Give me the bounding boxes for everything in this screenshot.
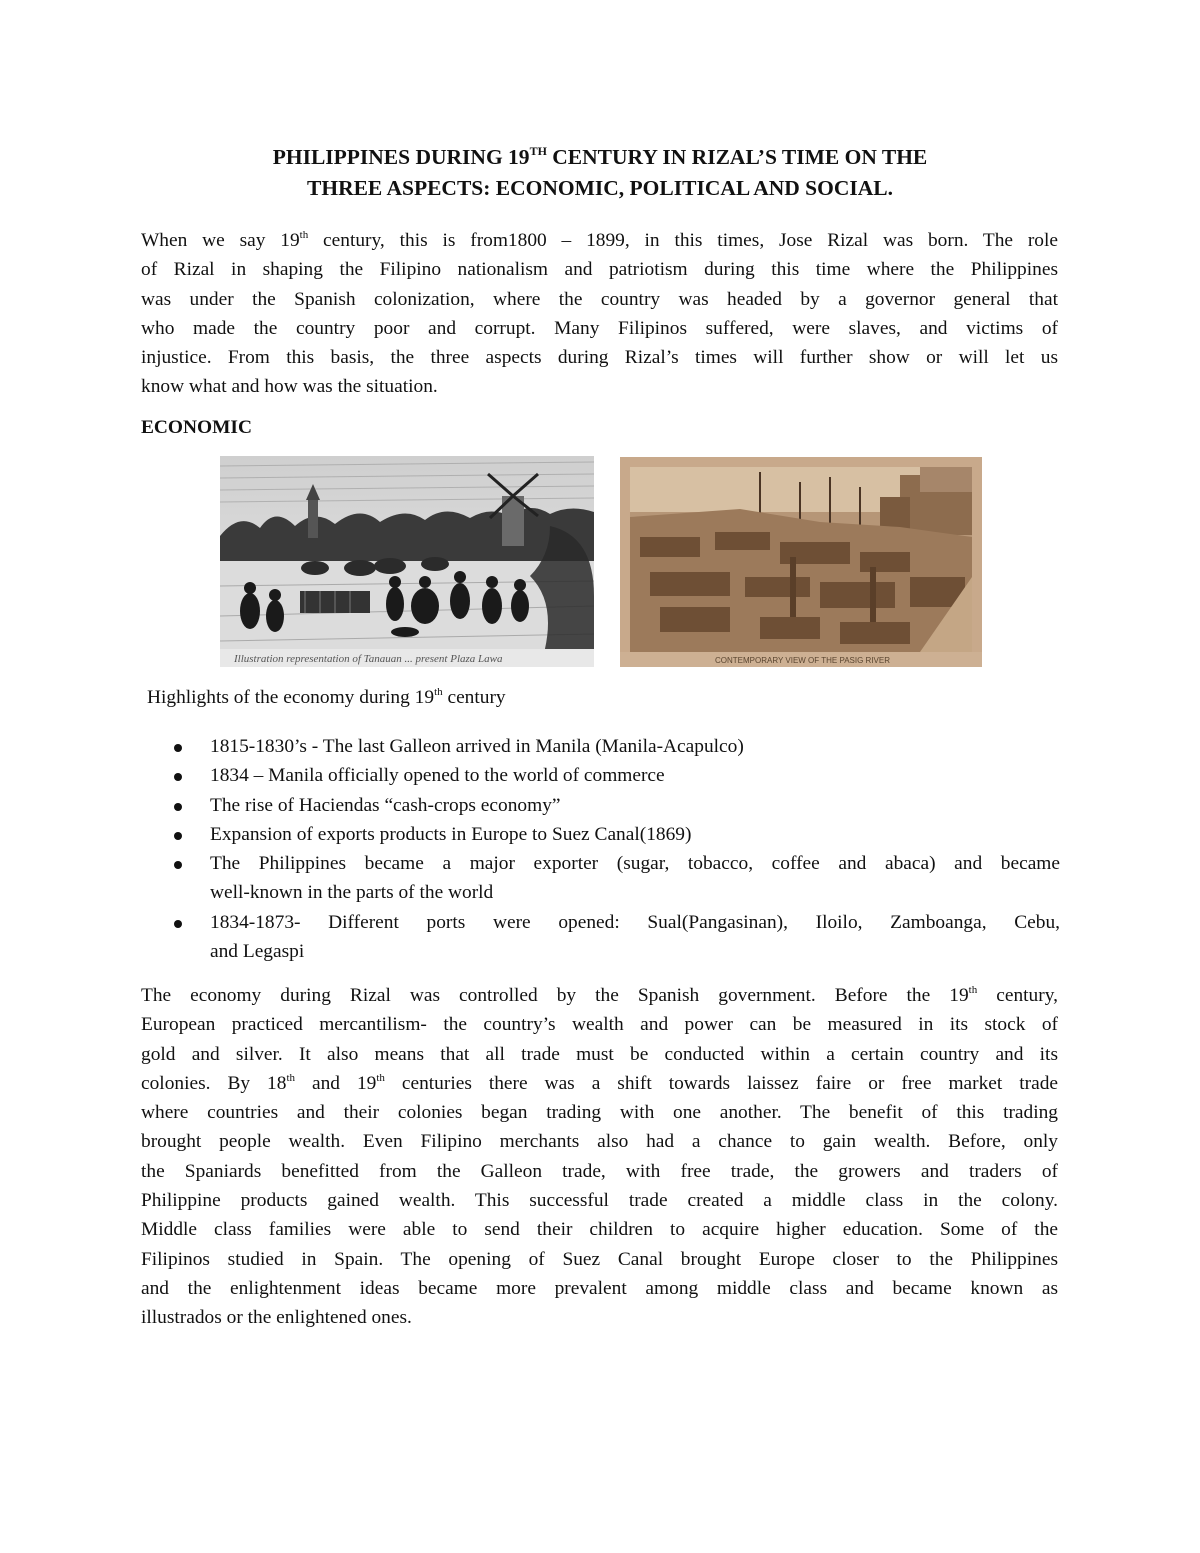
highlights-intro: Highlights of the economy during 19th century [147,686,506,708]
list-item: The Philippines became a major exporter (sugar, tobacco, coffee and abaca) and became well-known in the parts of the world [172,849,1060,908]
sketch-illustration-image [220,456,594,667]
title-line-1: PHILIPPINES DURING 19TH CENTURY IN RIZAL’S TIME ON THE [272,144,928,169]
bullet-icon [174,920,182,928]
sepia-photo-image [620,457,982,667]
bullet-icon [174,803,182,811]
bullet-icon [174,832,182,840]
bullet-icon [174,773,182,781]
list-item: The rise of Haciendas “cash-crops economy” [172,791,1060,820]
economy-paragraph: The economy during Rizal was controlled by the Spanish government. Before the 19th century, European practiced mercantilism- the country’s wealth and power can be measured in its stock of gold and silver. It also means that all trade must be conducted within a certain country and its colonies. By 18th and 19th centuries there was a shift towards laissez faire or free market trade where countries and their colonies began trading with one another. The benefit of this trading brought people wealth. Even Filipino merchants also had a chance to gain wealth. Before, only the Spaniards benefitted from the Galleon trade, with free trade, the growers and traders of Philippine products gained wealth. This successful trade created a middle class in the colony. Middle class families were able to send their children to acquire higher education. Some of the Filipinos studied in Spain. The opening of Suez Canal brought Europe closer to the Philippines and the enlightenment ideas became more prevalent among middle class and became known as illustrados or the enlightened ones. [141,984,1059,1329]
list-item: 1834-1873- Different ports were opened: Sual(Pangasinan), Iloilo, Zamboanga, Cebu, and Legaspi [172,908,1060,967]
list-item: 1815-1830’s - The last Galleon arrived in Manila (Manila-Acapulco) [172,732,1060,761]
economic-heading: ECONOMIC [141,417,252,438]
intro-paragraph: When we say 19th century, this is from1800 – 1899, in this times, Jose Rizal was born. The role of Rizal in shaping the Filipino nationalism and patriotism during this time where the Philippines was under the Spanish colonization, where the country was headed by a governor general that who made the country poor and corrupt. Many Filipinos suffered, were slaves, and victims of injustice. From this basis, the three aspects during Rizal’s times will further show or will let us know what and how was the situation. [141,229,1058,398]
document-title [140,142,1060,204]
list-item: 1834 – Manila officially opened to the world of commerce [172,761,1060,790]
bullet-icon [174,744,182,752]
list-item: Expansion of exports products in Europe to Suez Canal(1869) [172,820,1060,849]
bullet-icon [174,861,182,869]
sketch-caption: Illustration representation of Tanauan ... present Plaza Lawa [234,653,503,665]
title-line-2: THREE ASPECTS: ECONOMIC, POLITICAL AND SOCIAL. [307,176,893,200]
economic-illustration-sketch [220,456,594,667]
economic-photo-sepia [620,457,982,667]
economy-highlights-list [172,732,1060,966]
sepia-caption: CONTEMPORARY VIEW OF THE PASIG RIVER [715,656,890,665]
